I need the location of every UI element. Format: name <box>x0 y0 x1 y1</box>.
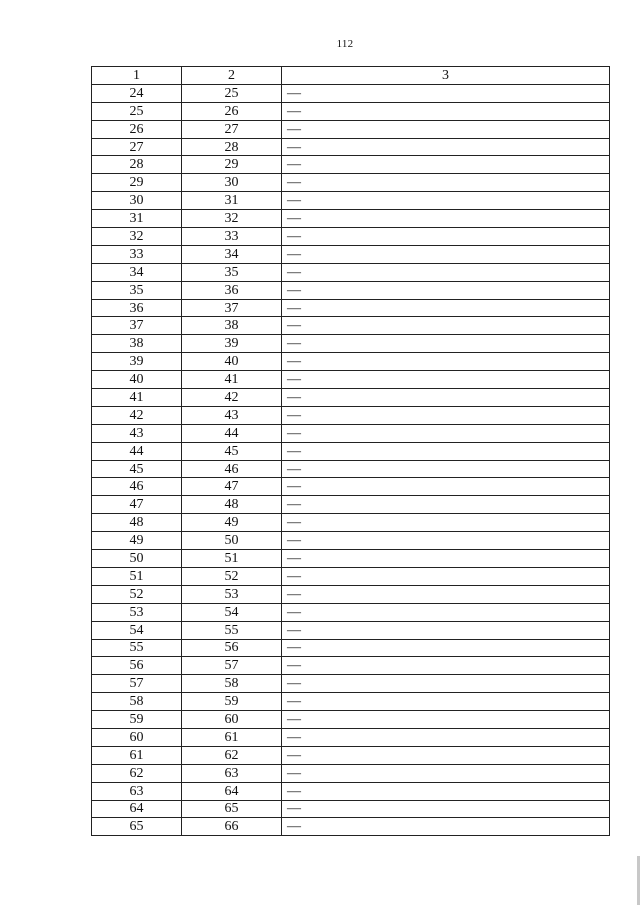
table-cell-number: 28 <box>92 156 182 174</box>
table-cell-number: 59 <box>92 711 182 729</box>
table-cell-number: 58 <box>92 693 182 711</box>
table-cell-number: 30 <box>182 174 282 192</box>
table-cell-number: 36 <box>182 281 282 299</box>
table-cell-number: 25 <box>92 102 182 120</box>
table-row <box>92 299 610 317</box>
table-cell-number: 40 <box>182 353 282 371</box>
table-cell-number: 39 <box>182 335 282 353</box>
table-row <box>92 102 610 120</box>
table-cell-number: 65 <box>182 800 282 818</box>
table-cell-number: 49 <box>92 532 182 550</box>
table-cell-dash: — <box>282 621 610 639</box>
table-cell-dash: — <box>282 782 610 800</box>
table-row <box>92 728 610 746</box>
table-cell-dash: — <box>282 424 610 442</box>
table-cell-dash: — <box>282 263 610 281</box>
table-cell-number: 56 <box>182 639 282 657</box>
table-cell-number: 39 <box>92 353 182 371</box>
table-cell-number: 31 <box>92 210 182 228</box>
table-cell-dash: — <box>282 210 610 228</box>
table-cell-number: 35 <box>182 263 282 281</box>
table-cell-number: 64 <box>92 800 182 818</box>
table-cell-number: 37 <box>182 299 282 317</box>
table-cell-number: 61 <box>92 746 182 764</box>
table-row <box>92 353 610 371</box>
table-cell-number: 45 <box>92 460 182 478</box>
table-cell-number: 52 <box>92 585 182 603</box>
table-cell-dash: — <box>282 120 610 138</box>
table-cell-dash: — <box>282 245 610 263</box>
table-row <box>92 657 610 675</box>
table-cell-number: 41 <box>182 371 282 389</box>
table-row <box>92 335 610 353</box>
table-row <box>92 496 610 514</box>
table-row <box>92 424 610 442</box>
table-cell-dash: — <box>282 192 610 210</box>
table-row <box>92 693 610 711</box>
table-cell-number: 53 <box>182 585 282 603</box>
table-row <box>92 442 610 460</box>
table-cell-number: 48 <box>92 514 182 532</box>
table-cell-number: 52 <box>182 567 282 585</box>
table-row <box>92 371 610 389</box>
table-row <box>92 764 610 782</box>
table-cell-dash: — <box>282 335 610 353</box>
table-row <box>92 263 610 281</box>
table-cell-number: 43 <box>92 424 182 442</box>
table-row <box>92 621 610 639</box>
table-row <box>92 711 610 729</box>
table-cell-number: 62 <box>182 746 282 764</box>
table-cell-number: 62 <box>92 764 182 782</box>
table-cell-number: 33 <box>182 228 282 246</box>
column-header-3: 3 <box>282 67 610 85</box>
table-cell-number: 63 <box>182 764 282 782</box>
table-cell-dash: — <box>282 675 610 693</box>
table-cell-number: 27 <box>182 120 282 138</box>
table-row <box>92 478 610 496</box>
table-cell-dash: — <box>282 478 610 496</box>
table-cell-dash: — <box>282 174 610 192</box>
table-cell-dash: — <box>282 156 610 174</box>
table-cell-dash: — <box>282 84 610 102</box>
table-row <box>92 532 610 550</box>
table-cell-dash: — <box>282 550 610 568</box>
table-cell-number: 65 <box>92 818 182 836</box>
table-cell-dash: — <box>282 639 610 657</box>
table-cell-number: 30 <box>92 192 182 210</box>
table-row <box>92 192 610 210</box>
table-cell-dash: — <box>282 371 610 389</box>
table-cell-number: 26 <box>182 102 282 120</box>
table-cell-number: 57 <box>92 675 182 693</box>
table-cell-number: 38 <box>92 335 182 353</box>
data-table <box>91 66 610 836</box>
table-cell-number: 51 <box>182 550 282 568</box>
table-row <box>92 746 610 764</box>
table-cell-number: 28 <box>182 138 282 156</box>
table-cell-number: 37 <box>92 317 182 335</box>
table-cell-dash: — <box>282 442 610 460</box>
table-cell-number: 50 <box>182 532 282 550</box>
table-cell-dash: — <box>282 353 610 371</box>
page-number: 112 <box>336 38 354 50</box>
table-cell-number: 50 <box>92 550 182 568</box>
table-header-row <box>92 67 610 85</box>
table-cell-number: 48 <box>182 496 282 514</box>
table-cell-number: 46 <box>182 460 282 478</box>
table-cell-number: 24 <box>92 84 182 102</box>
table-cell-number: 58 <box>182 675 282 693</box>
table-cell-dash: — <box>282 657 610 675</box>
table-row <box>92 800 610 818</box>
table-row <box>92 675 610 693</box>
table-cell-number: 60 <box>182 711 282 729</box>
table-cell-number: 64 <box>182 782 282 800</box>
table-cell-number: 32 <box>182 210 282 228</box>
table-row <box>92 210 610 228</box>
table-row <box>92 567 610 585</box>
table-cell-number: 42 <box>92 406 182 424</box>
table-cell-number: 44 <box>182 424 282 442</box>
table-body <box>92 84 610 835</box>
column-header-2: 2 <box>182 67 282 85</box>
table-cell-number: 34 <box>92 263 182 281</box>
table-cell-number: 55 <box>182 621 282 639</box>
table-cell-dash: — <box>282 693 610 711</box>
table-cell-number: 27 <box>92 138 182 156</box>
table-cell-dash: — <box>282 800 610 818</box>
table-row <box>92 514 610 532</box>
table-cell-number: 32 <box>92 228 182 246</box>
table-row <box>92 228 610 246</box>
table-cell-dash: — <box>282 138 610 156</box>
table-cell-dash: — <box>282 281 610 299</box>
table-cell-number: 41 <box>92 389 182 407</box>
table-cell-dash: — <box>282 389 610 407</box>
table-cell-number: 26 <box>92 120 182 138</box>
table-cell-number: 43 <box>182 406 282 424</box>
table-cell-number: 54 <box>92 621 182 639</box>
table-cell-number: 33 <box>92 245 182 263</box>
table-cell-number: 57 <box>182 657 282 675</box>
table-cell-number: 46 <box>92 478 182 496</box>
table-row <box>92 317 610 335</box>
table-cell-dash: — <box>282 728 610 746</box>
table-cell-dash: — <box>282 102 610 120</box>
table-cell-number: 38 <box>182 317 282 335</box>
table-row <box>92 782 610 800</box>
table-cell-number: 66 <box>182 818 282 836</box>
table-row <box>92 406 610 424</box>
table-cell-number: 53 <box>92 603 182 621</box>
table-cell-number: 45 <box>182 442 282 460</box>
table-cell-number: 40 <box>92 371 182 389</box>
table-row <box>92 281 610 299</box>
table-row <box>92 174 610 192</box>
table-row <box>92 460 610 478</box>
table-cell-number: 47 <box>92 496 182 514</box>
table-cell-dash: — <box>282 299 610 317</box>
table-cell-dash: — <box>282 317 610 335</box>
table-cell-dash: — <box>282 603 610 621</box>
table-cell-dash: — <box>282 406 610 424</box>
table-row <box>92 585 610 603</box>
table-row <box>92 818 610 836</box>
table-cell-number: 59 <box>182 693 282 711</box>
table-row <box>92 245 610 263</box>
table-cell-dash: — <box>282 532 610 550</box>
table-cell-number: 55 <box>92 639 182 657</box>
table-cell-dash: — <box>282 514 610 532</box>
table-row <box>92 389 610 407</box>
table-cell-dash: — <box>282 746 610 764</box>
table-row <box>92 550 610 568</box>
table-cell-number: 63 <box>92 782 182 800</box>
table-cell-dash: — <box>282 764 610 782</box>
table-cell-number: 54 <box>182 603 282 621</box>
table-cell-dash: — <box>282 818 610 836</box>
table-cell-dash: — <box>282 585 610 603</box>
table-cell-number: 51 <box>92 567 182 585</box>
table-cell-number: 29 <box>182 156 282 174</box>
table-cell-number: 60 <box>92 728 182 746</box>
table-cell-number: 47 <box>182 478 282 496</box>
table-cell-number: 29 <box>92 174 182 192</box>
column-header-1: 1 <box>92 67 182 85</box>
table-cell-number: 31 <box>182 192 282 210</box>
table-cell-number: 25 <box>182 84 282 102</box>
table-cell-number: 44 <box>92 442 182 460</box>
table-cell-number: 49 <box>182 514 282 532</box>
table-row <box>92 639 610 657</box>
table-cell-number: 36 <box>92 299 182 317</box>
table-cell-dash: — <box>282 460 610 478</box>
table-row <box>92 120 610 138</box>
table-cell-number: 34 <box>182 245 282 263</box>
table-row <box>92 84 610 102</box>
table-cell-number: 61 <box>182 728 282 746</box>
table-cell-number: 42 <box>182 389 282 407</box>
table-cell-dash: — <box>282 496 610 514</box>
table-cell-dash: — <box>282 567 610 585</box>
table-cell-number: 56 <box>92 657 182 675</box>
table-cell-number: 35 <box>92 281 182 299</box>
table-row <box>92 138 610 156</box>
table-cell-dash: — <box>282 711 610 729</box>
table-row <box>92 156 610 174</box>
table-cell-dash: — <box>282 228 610 246</box>
table-row <box>92 603 610 621</box>
